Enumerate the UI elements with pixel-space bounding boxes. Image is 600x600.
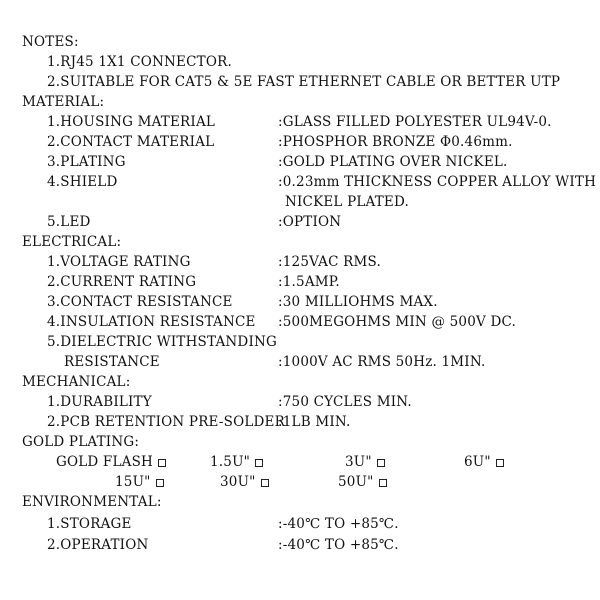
electrical-label: 4.INSULATION RESISTANCE	[47, 314, 256, 330]
electrical-value: :30 MILLIOHMS MAX.	[278, 294, 438, 310]
checkbox-icon[interactable]	[377, 459, 385, 467]
checkbox-icon[interactable]	[255, 459, 263, 467]
environmental-label: 1.STORAGE	[47, 516, 132, 532]
material-label: 2.CONTACT MATERIAL	[47, 134, 215, 150]
electrical-heading: ELECTRICAL:	[22, 234, 122, 250]
material-value: :PHOSPHOR BRONZE Φ0.46mm.	[278, 134, 513, 150]
gold-plating-option[interactable]	[338, 472, 387, 492]
electrical-label: 2.CURRENT RATING	[47, 274, 197, 290]
mechanical-value: :1LB MIN.	[278, 414, 351, 430]
electrical-label-continued: RESISTANCE	[64, 354, 160, 370]
material-label: 4.SHIELD	[47, 174, 118, 190]
electrical-label: 3.CONTACT RESISTANCE	[47, 294, 233, 310]
mechanical-heading: MECHANICAL:	[22, 374, 131, 390]
gold-plating-option-label: 15U"	[115, 474, 151, 490]
environmental-value: :-40℃ TO +85℃.	[278, 516, 399, 532]
gold-plating-option[interactable]	[220, 472, 269, 492]
gold-plating-heading: GOLD PLATING:	[22, 434, 140, 450]
environmental-heading: ENVIRONMENTAL:	[22, 494, 162, 510]
material-value: :OPTION	[278, 214, 342, 230]
gold-plating-option[interactable]	[210, 452, 263, 472]
environmental-value: :-40℃ TO +85℃.	[278, 537, 399, 553]
material-value: :0.23mm THICKNESS COPPER ALLOY WITH	[278, 174, 597, 190]
electrical-value: :500MEGOHMS MIN @ 500V DC.	[278, 314, 517, 330]
gold-plating-option-label: 3U"	[345, 454, 372, 470]
material-value-continued: NICKEL PLATED.	[285, 194, 410, 210]
checkbox-icon[interactable]	[261, 479, 269, 487]
material-value: :GOLD PLATING OVER NICKEL.	[278, 154, 508, 170]
gold-plating-option[interactable]	[345, 452, 385, 472]
mechanical-label: 1.DURABILITY	[47, 394, 152, 410]
material-label: 5.LED	[47, 214, 91, 230]
material-label: 1.HOUSING MATERIAL	[47, 114, 216, 130]
gold-plating-option-label: 50U"	[338, 474, 374, 490]
checkbox-icon[interactable]	[156, 479, 164, 487]
material-heading: MATERIAL:	[22, 94, 105, 110]
gold-plating-option-label: 6U"	[464, 454, 491, 470]
environmental-label: 2.OPERATION	[47, 537, 149, 553]
gold-plating-option-label: 1.5U"	[210, 454, 251, 470]
electrical-label: 5.DIELECTRIC WITHSTANDING	[47, 334, 277, 350]
mechanical-value: :750 CYCLES MIN.	[278, 394, 412, 410]
gold-plating-option[interactable]	[464, 452, 504, 472]
notes-item: 2.SUITABLE FOR CAT5 & 5E FAST ETHERNET CABLE OR BETTER UTP	[47, 74, 561, 90]
electrical-label: 1.VOLTAGE RATING	[47, 254, 191, 270]
notes-item: 1.RJ45 1X1 CONNECTOR.	[47, 54, 232, 70]
gold-plating-option[interactable]	[115, 472, 164, 492]
material-label: 3.PLATING	[47, 154, 126, 170]
notes-heading: NOTES:	[22, 34, 79, 50]
electrical-value: :125VAC RMS.	[278, 254, 381, 270]
gold-plating-option-label: GOLD FLASH	[56, 454, 154, 470]
material-value: :GLASS FILLED POLYESTER UL94V-0.	[278, 114, 552, 130]
gold-plating-option-label: 30U"	[220, 474, 256, 490]
checkbox-icon[interactable]	[158, 459, 166, 467]
checkbox-icon[interactable]	[379, 479, 387, 487]
checkbox-icon[interactable]	[496, 459, 504, 467]
electrical-value: :1.5AMP.	[278, 274, 340, 290]
electrical-value: :1000V AC RMS 50Hz. 1MIN.	[278, 354, 486, 370]
gold-plating-option[interactable]	[56, 452, 166, 472]
mechanical-label: 2.PCB RETENTION PRE-SOLDER	[47, 414, 285, 430]
